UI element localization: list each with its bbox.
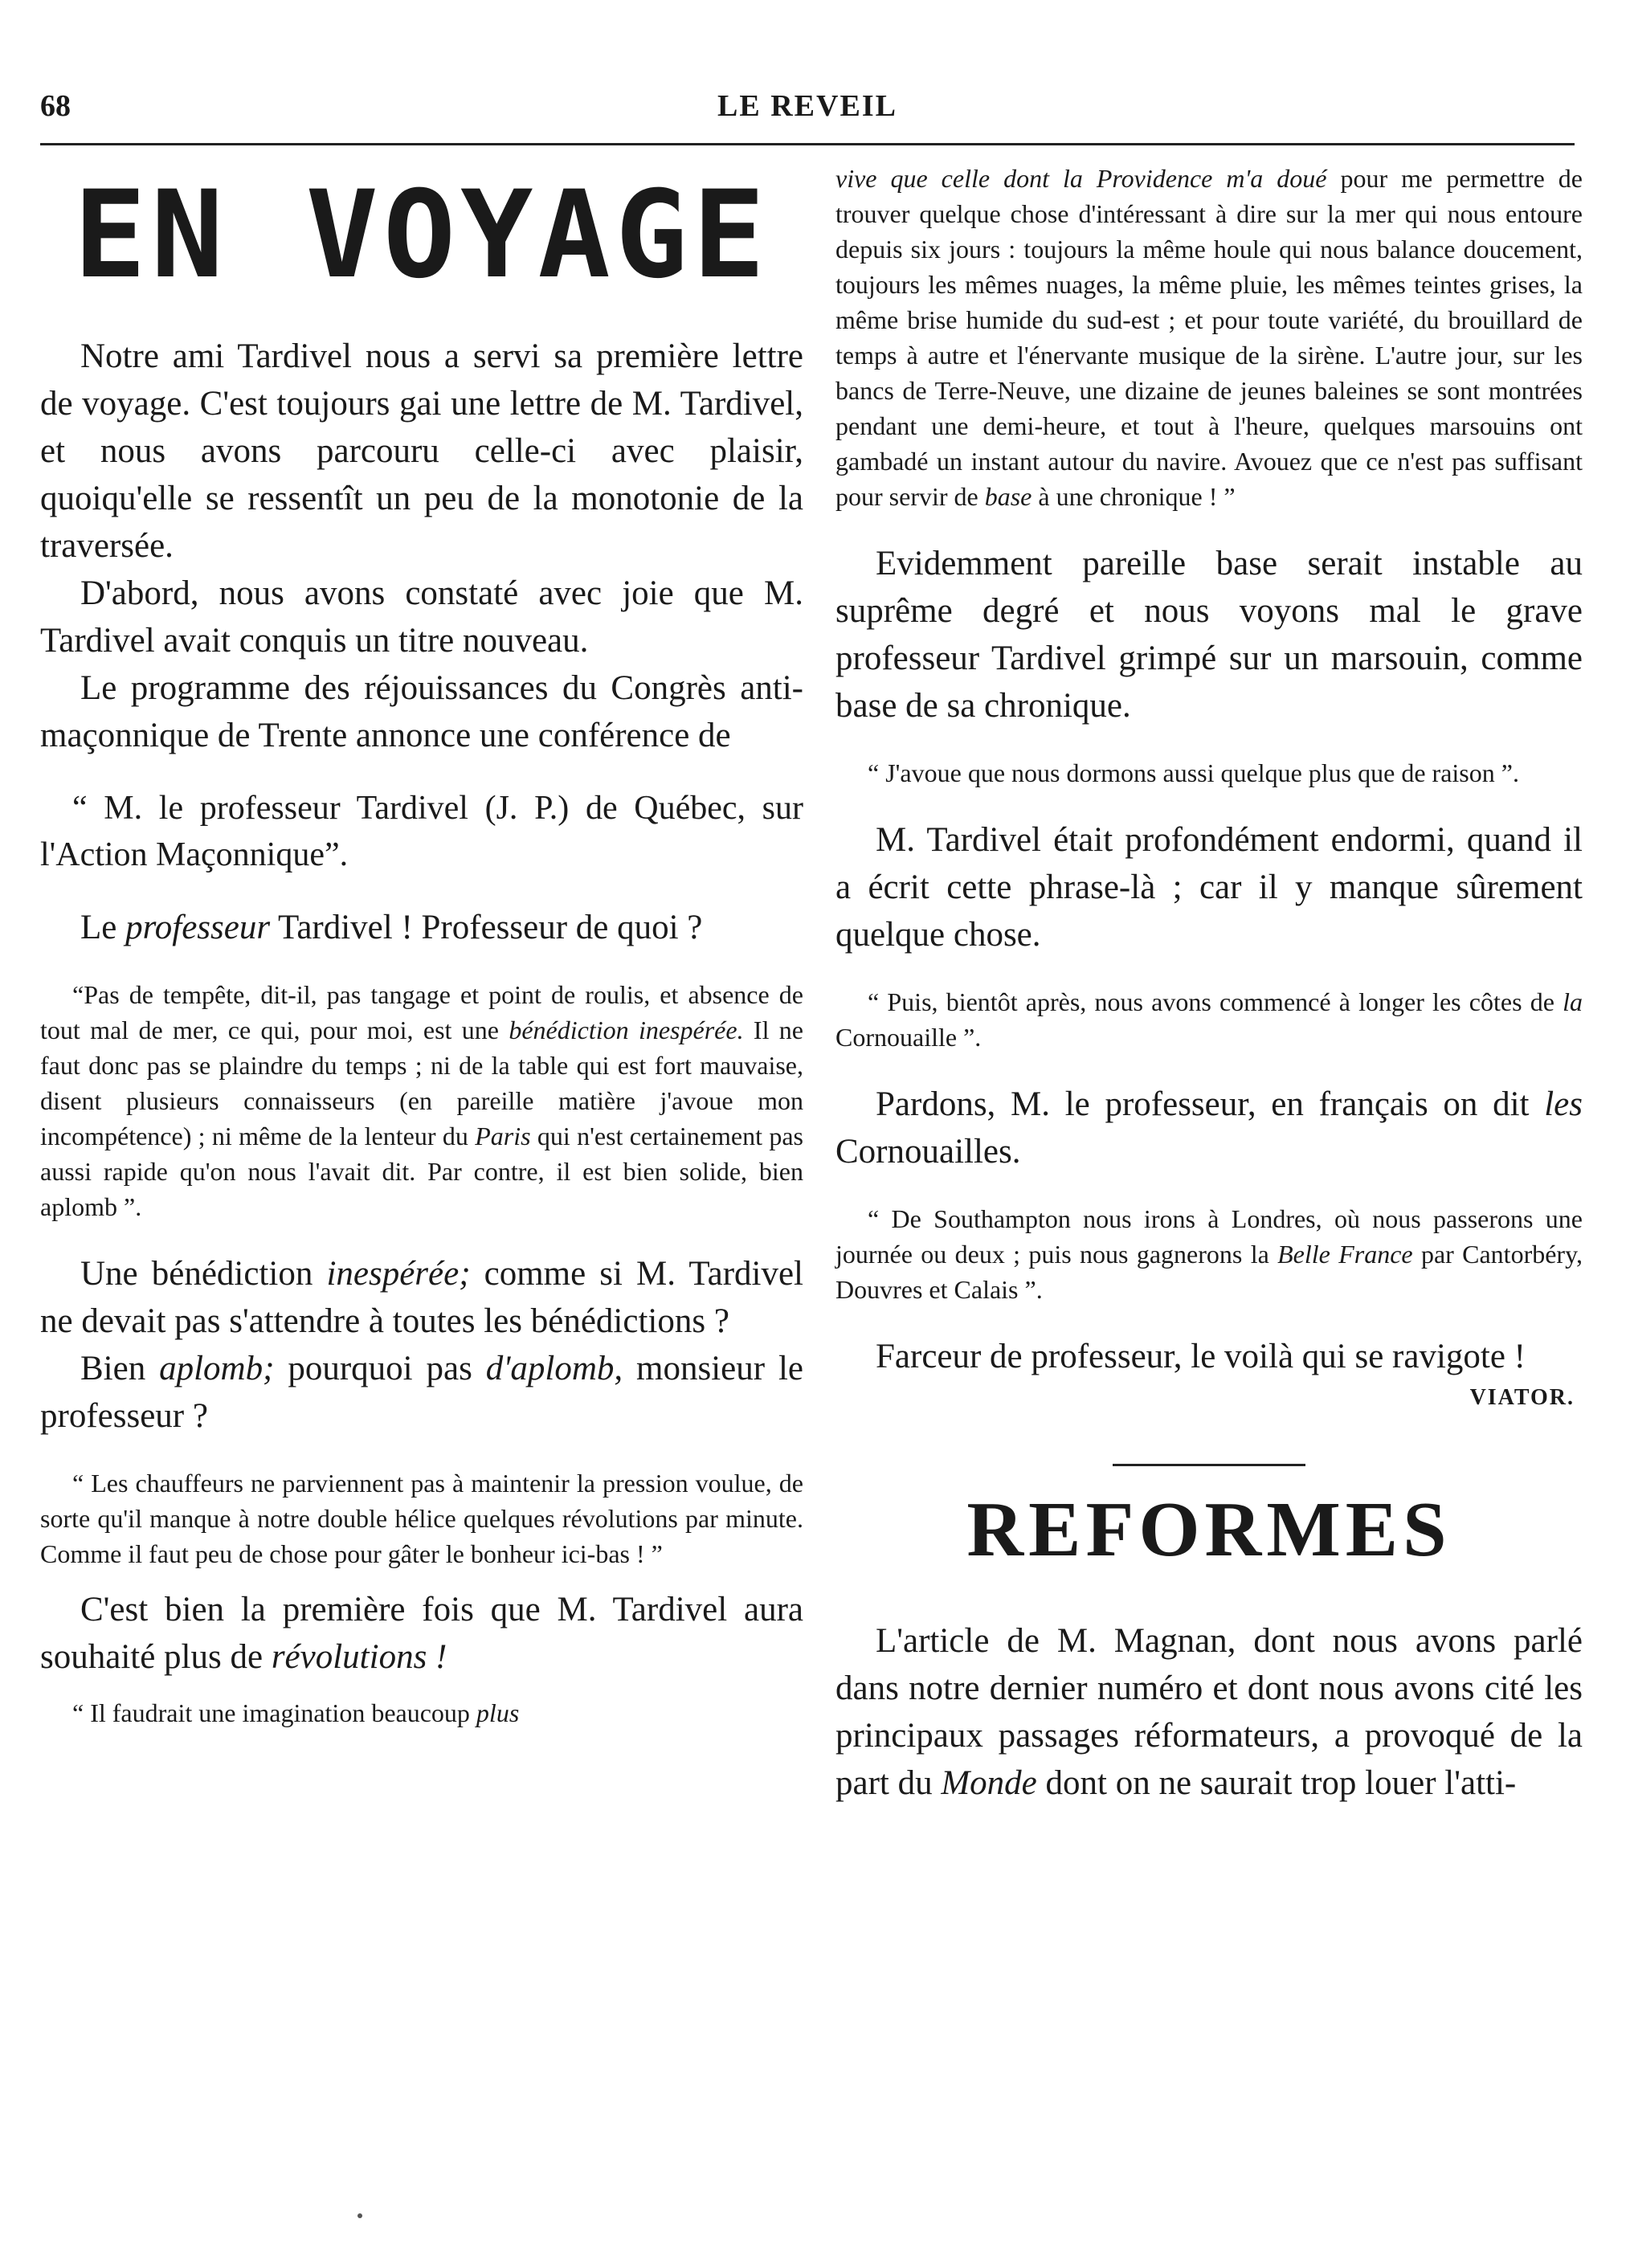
running-title: LE REVEIL [717,89,897,123]
article-title: EN VOYAGE [73,166,770,305]
section-divider [1113,1464,1305,1466]
quote-block: “ J'avoue que nous dormons aussi quelque plus que de raison ”. [868,758,1519,787]
quote-block: “ Les chauffeurs ne parviennent pas à maintenir la pression voulue, de sorte qu'il manque à notre double hélice quelques révolutions par minute. Comme il faut peu de chose pour gâter le bonheur ici-bas ! ” [40,1469,803,1568]
paragraph: Une bénédiction inespérée; comme si M. Tardivel ne devait pas s'attendre à toutes les bénédictions ? [40,1255,803,1340]
paragraph: Le professeur Tardivel ! Professeur de quoi ? [80,909,703,946]
paragraph: Notre ami Tardivel nous a servi sa première lettre de voyage. C'est toujours gai une lettre de M. Tardivel, et nous avons parcouru celle-ci avec plaisir, quoiqu'elle se ressentît un peu de la monotonie de la traversée. [40,337,803,565]
paragraph: D'abord, nous avons constaté avec joie que M. Tardivel avait conquis un titre nouveau. [40,574,803,660]
quote-block: vive que celle dont la Providence m'a doué pour me permettre de trouver quelque chose d'intéressant à dire sur la mer qui nous entoure depuis six jours : toujours la même houle qui nous balance doucement, toujours les mêmes nuages, la même pluie, les mêmes teintes grises, la même brise humide du sud-est ; et pour toute variété, du brouillard de temps à autre et l'énervante musique de la sirène. L'autre jour, sur les bancs de Terre-Neuve, une dizaine de jeunes baleines se sont montrées pendant une demi-heure, et tout à l'heure, quelques marsouins ont gambadé un instant autour du navire. Avouez que ce n'est pas suffisant pour servir de base à une chronique ! ” [835,164,1583,511]
header-rule [40,143,1575,145]
left-column [40,161,803,1731]
quote-block: “ De Southampton nous irons à Londres, où nous passerons une journée ou deux ; puis nous gagnerons la Belle France par Cantorbéry, Douvres et Calais ”. [835,1204,1583,1304]
right-column [835,161,1583,1807]
quote-block: “Pas de tempête, dit-il, pas tangage et point de roulis, et absence de tout mal de mer, ce qui, pour moi, est une bénédiction inespérée. Il ne faut donc pas se plaindre du temps ; ni de la table qui est fort mauvaise, disent plusieurs connaisseurs (en pareille matière j'avoue mon incompétence) ; ni même de la lenteur du Paris qui n'est certainement pas aussi rapide qu'on nous l'avait dit. Par contre, il est bien solide, bien aplomb ”. [40,980,804,1221]
quote-block: “ Il faudrait une imagination beaucoup plus [72,1698,520,1727]
page-number: 68 [40,89,71,123]
announcement-quote: “ M. le professeur Tardivel (J. P.) de Québec, sur l'Action Maçonnique”. [40,790,803,873]
paragraph: Evidemment pareille base serait instable au suprême degré et nous voyons mal le grave professeur Tardivel grimpé sur un marsouin, comme base de sa chronique. [835,545,1583,725]
paragraph: Pardons, M. le professeur, en français on dit les Cornouailles. [835,1085,1583,1171]
paragraph: L'article de M. Magnan, dont nous avons parlé dans notre dernier numéro et dont nous avons cité les principaux passages réformateurs, a provoqué de la part du Monde dont on ne saurait trop louer l'atti- [835,1622,1583,1802]
ink-speck [357,2213,362,2218]
signature: VIATOR. [1469,1385,1575,1410]
paragraph: Bien aplomb; pourquoi pas d'aplomb, monsieur le professeur ? [40,1350,803,1435]
page-header [40,88,1575,137]
section-title: REFORMES [966,1486,1452,1573]
paragraph: M. Tardivel était profondément endormi, quand il a écrit cette phrase-là ; car il y manque sûrement quelque chose. [835,821,1583,954]
paragraph: C'est bien la première fois que M. Tardivel aura souhaité plus de révolutions ! [40,1591,803,1676]
paragraph: Farceur de professeur, le voilà qui se ravigote ! [876,1338,1526,1375]
paragraph: Le programme des réjouissances du Congrès anti-maçonnique de Trente annonce une conférence de [40,669,803,754]
quote-block: “ Puis, bientôt après, nous avons commencé à longer les côtes de la Cornouaille ”. [835,987,1583,1052]
